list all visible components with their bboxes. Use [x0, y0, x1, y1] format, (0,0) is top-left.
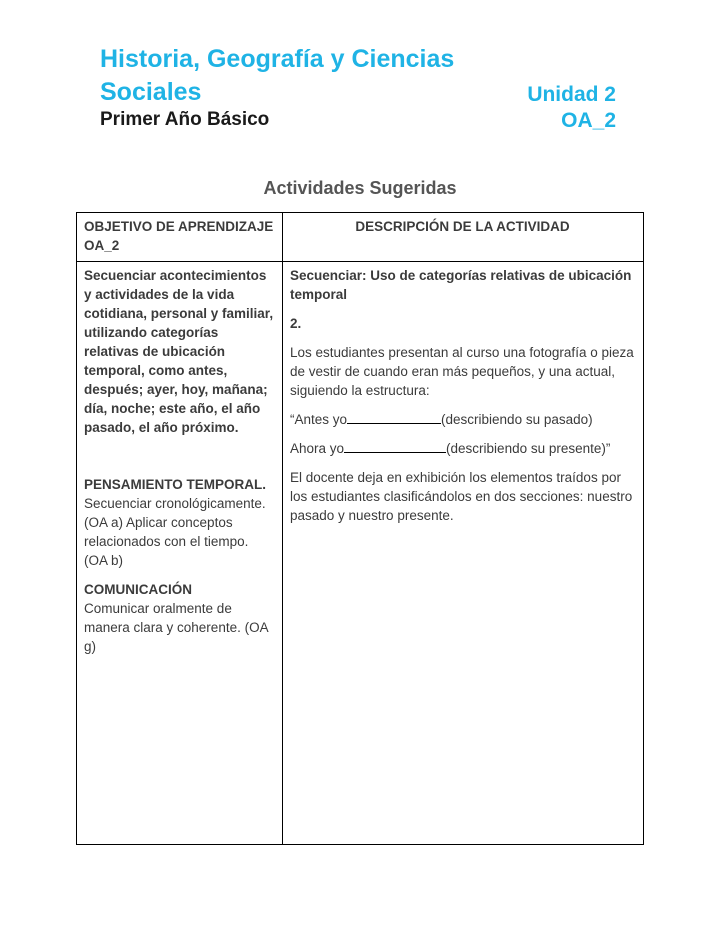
- skill-communication-title: COMUNICACIÓN: [84, 582, 192, 597]
- present-blank: [344, 440, 446, 453]
- table-header-row: [77, 213, 644, 262]
- structure-line-present: [290, 439, 635, 458]
- objective-text: Secuenciar acontecimientos y actividades de la vida cotidiana, personal y familiar, utilizando categorías relativas de ubicación temporal, como antes, después; ayer, hoy, mañana; día, noche; este año, el año pasado, el año próximo.: [84, 268, 274, 435]
- table-body-row: [77, 262, 644, 845]
- skill-thinking-title: PENSAMIENTO TEMPORAL.: [84, 477, 267, 492]
- activity-number: 2.: [290, 316, 302, 331]
- present-suffix: (describiendo su presente)”: [446, 441, 611, 456]
- subject-title-line1: Historia, Geografía y Ciencias: [100, 45, 455, 73]
- unit-label: Unidad 2: [527, 83, 616, 106]
- description-cell: [283, 262, 644, 845]
- description-header: DESCRIPCIÓN DE LA ACTIVIDAD: [283, 213, 644, 262]
- objective-header: OBJETIVO DE APRENDIZAJE OA_2: [77, 213, 283, 262]
- activity-intro: Los estudiantes presentan al curso una fotografía o pieza de vestir de cuando eran más pequeños, y una actual, siguiendo la estructura:: [290, 345, 634, 398]
- oa-label: OA_2: [561, 109, 616, 132]
- skill-thinking-text: Secuenciar cronológicamente. (OA a) Aplicar conceptos relacionados con el tiempo. (OA b): [84, 496, 266, 568]
- subject-title-line2: Sociales: [100, 78, 202, 106]
- skill-thinking: [84, 475, 274, 570]
- activity-title: Secuenciar: Uso de categorías relativas de ubicación temporal: [290, 268, 632, 302]
- structure-line-past: [290, 410, 635, 429]
- skill-communication-text: Comunicar oralmente de manera clara y coherente. (OA g): [84, 601, 268, 654]
- past-blank: [347, 411, 441, 424]
- past-prefix: “Antes yo: [290, 412, 348, 427]
- past-suffix: (describiendo su pasado): [441, 412, 593, 427]
- activities-table: [76, 212, 644, 845]
- present-prefix: Ahora yo: [290, 441, 345, 456]
- activity-closing: El docente deja en exhibición los elementos traídos por los estudiantes clasificándolos en dos secciones: nuestro pasado y nuestro presente.: [290, 470, 633, 523]
- objective-cell: [77, 262, 283, 845]
- grade-label: Primer Año Básico: [100, 109, 270, 130]
- section-title: Actividades Sugeridas: [263, 178, 457, 198]
